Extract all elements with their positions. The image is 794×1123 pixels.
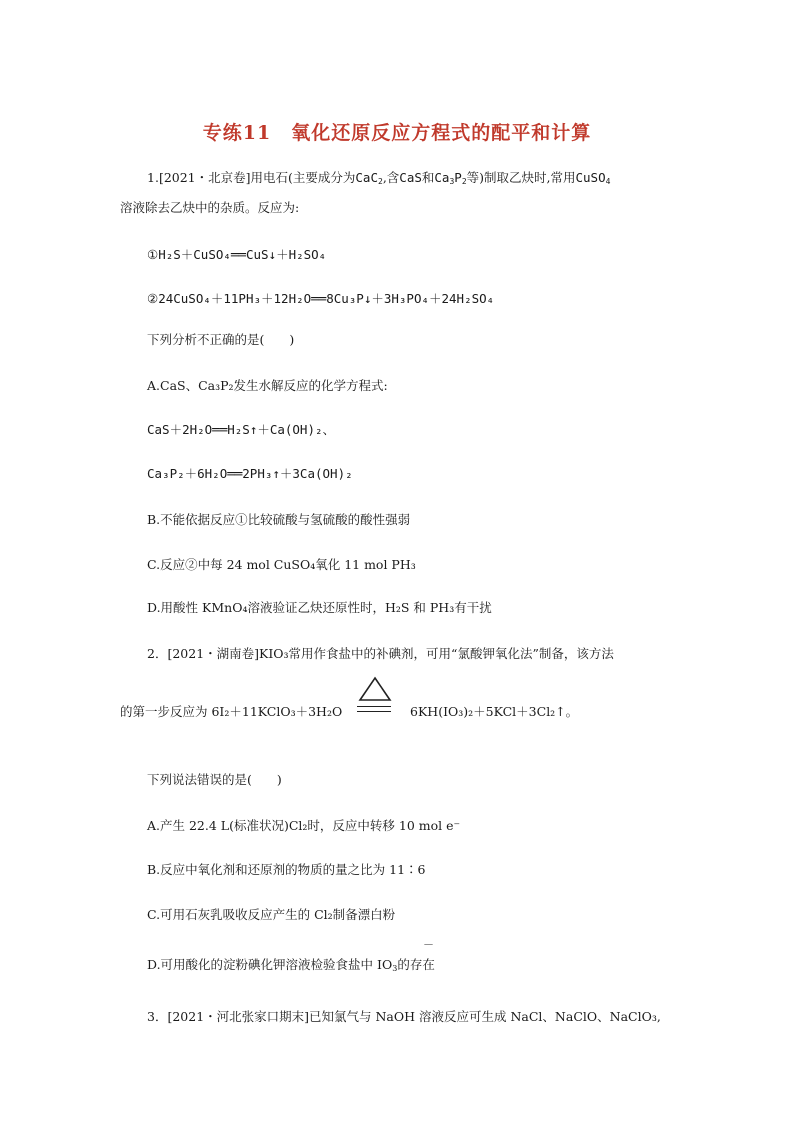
q2-option-d: D.可用酸化的淀粉碘化钾溶液检验食盐中 $IO_3$的存在 [147, 957, 435, 973]
heat-triangle-icon [358, 676, 392, 702]
q2-stem-line1: 2．[2021・湖南卷]KIO₃常用作食盐中的补碘剂，可用“氯酸钾氧化法”制备，该方法 [147, 646, 614, 661]
q2-option-d-charge: － [423, 938, 434, 951]
q1-question: 下列分析不正确的是( ) [147, 332, 295, 347]
page-title: 专练11 氧化还原反应方程式的配平和计算 [202, 122, 592, 144]
q1-option-a-eq1: CaS＋2H₂O══H₂S↑＋Ca(OH)₂、 [147, 422, 336, 437]
q1-stem-line2: 溶液除去乙炔中的杂质。反应为: [120, 200, 300, 215]
q2-stem-line2-right: 6KH(IO₃)₂＋5KCl＋3Cl₂↑。 [410, 704, 579, 719]
q2-stem-line2-left: 的第一步反应为 6I₂＋11KClO₃＋3H₂O [120, 704, 343, 719]
q1-reaction-1: ①H₂S＋CuSO₄══CuS↓＋H₂SO₄ [147, 247, 327, 262]
q2-option-a: A.产生 22.4 L(标准状况)Cl₂时，反应中转移 10 mol e⁻ [147, 818, 461, 833]
q2-option-b: B.反应中氧化剂和还原剂的物质的量之比为 11∶6 [147, 862, 426, 877]
q1-option-a-eq2: Ca₃P₂＋6H₂O══2PH₃↑＋3Ca(OH)₂ [147, 466, 353, 481]
q1-reaction-2: ②24CuSO₄＋11PH₃＋12H₂O══8Cu₃P↓＋3H₃PO₄＋24H₂SO₄ [147, 291, 495, 306]
q2-option-c: C.可用石灰乳吸收反应产生的 Cl₂制备漂白粉 [147, 907, 396, 922]
q1-stem-line1: 1.[2021・北京卷]用电石(主要成分为CaC$_2$,含CaS和$Ca_3P_2$等)制取乙炔时,常用CuSO$_4$ [147, 170, 611, 186]
q1-option-b: B.不能依据反应①比较硫酸与氢硫酸的酸性强弱 [147, 512, 411, 527]
q1-option-d: D.用酸性 KMnO₄溶液验证乙炔还原性时，H₂S 和 PH₃有干扰 [147, 600, 492, 615]
q1-option-a: A.CaS、Ca₃P₂发生水解反应的化学方程式: [147, 378, 388, 393]
equals-bar-top [357, 706, 391, 707]
q1-option-c: C.反应②中每 24 mol CuSO₄氧化 11 mol PH₃ [147, 557, 416, 572]
q2-question: 下列说法错误的是( ) [147, 772, 282, 787]
q3-stem-line1: 3．[2021・河北张家口期末]已知氯气与 NaOH 溶液反应可生成 NaCl、NaClO、NaClO₃, [147, 1009, 661, 1024]
equals-bar-bottom [357, 711, 391, 712]
